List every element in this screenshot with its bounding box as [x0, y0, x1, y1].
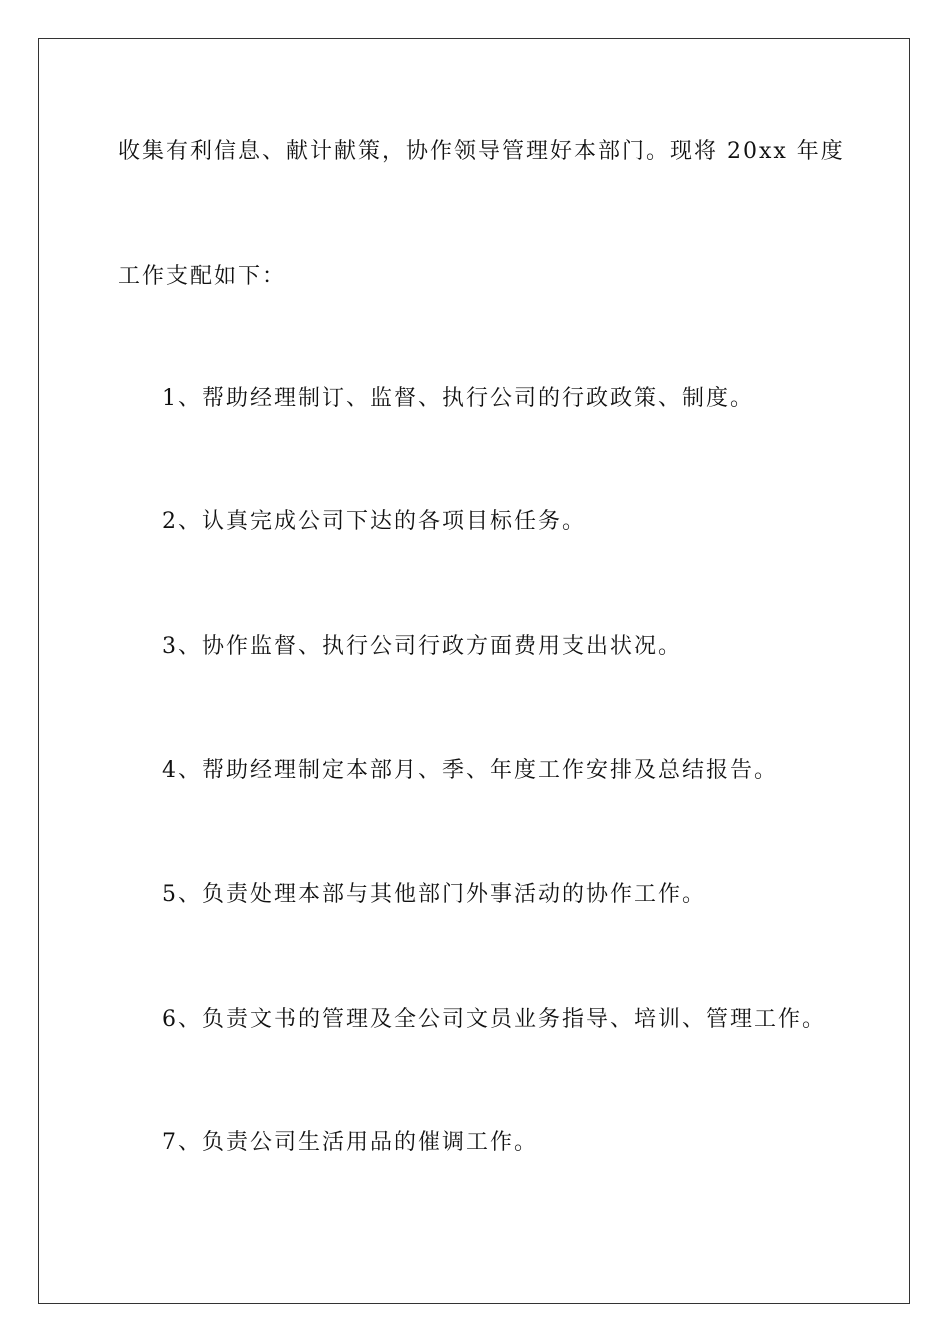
- list-item-1: 1、帮助经理制订、监督、执行公司的行政政策、制度。: [162, 386, 754, 411]
- page-border: [38, 38, 910, 1304]
- list-item-6: 6、负责文书的管理及全公司文员业务指导、培训、管理工作。: [162, 1007, 826, 1032]
- list-item-5: 5、负责处理本部与其他部门外事活动的协作工作。: [162, 882, 706, 907]
- list-item-3: 3、协作监督、执行公司行政方面费用支出状况。: [162, 634, 682, 659]
- intro-line-1: 收集有利信息、献计献策，协作领导管理好本部门。现将 20xx 年度: [118, 139, 845, 164]
- list-item-7: 7、负责公司生活用品的催调工作。: [162, 1130, 538, 1155]
- intro-line-2: 工作支配如下：: [118, 264, 287, 289]
- list-item-4: 4、帮助经理制定本部月、季、年度工作安排及总结报告。: [162, 758, 778, 783]
- list-item-2: 2、认真完成公司下达的各项目标任务。: [162, 509, 586, 534]
